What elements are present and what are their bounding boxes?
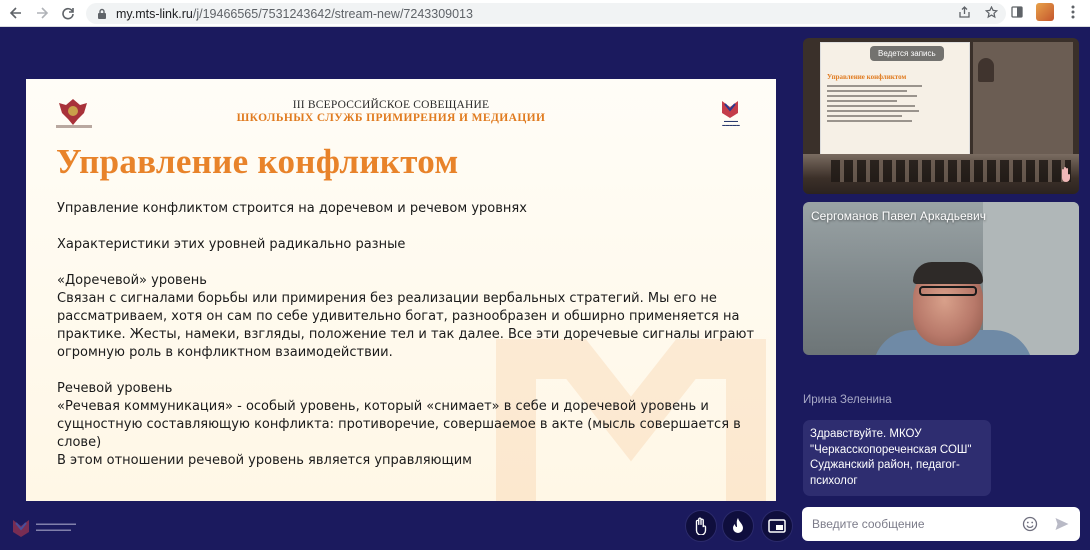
speaker-hair	[913, 262, 983, 284]
slide-paragraph: Управление конфликтом строится на доречевом и речевом уровнях	[57, 201, 527, 216]
back-icon[interactable]	[4, 1, 28, 25]
chat-message-input[interactable]	[812, 517, 1012, 531]
forward-icon[interactable]	[30, 1, 54, 25]
raised-hand-icon	[1059, 166, 1073, 182]
hall-screen-text	[827, 85, 927, 125]
event-logo-caption: ▬▬▬▬▬▬▬▬ ▬▬▬▬▬▬▬	[36, 521, 76, 533]
omnibox-actions	[958, 6, 998, 22]
star-icon[interactable]	[985, 6, 998, 22]
address-bar[interactable]	[86, 3, 1006, 24]
picture-in-picture-icon	[768, 519, 786, 533]
layout-toggle-button[interactable]	[761, 510, 793, 542]
slide-paragraph: «Доречевой» уровень	[57, 273, 207, 288]
slide-title: Управление конфликтом	[56, 142, 459, 181]
reload-icon[interactable]	[56, 1, 80, 25]
event-logo	[10, 516, 106, 538]
share-icon[interactable]	[958, 6, 971, 22]
send-icon[interactable]	[1054, 516, 1070, 532]
profile-avatar[interactable]	[1036, 3, 1054, 21]
hand-icon	[693, 517, 709, 535]
browser-extensions	[1008, 3, 1082, 21]
chat-message: Здравствуйте. МКОУ "Черкасскопореченская СОШ" Суджанский район, педагог-психолог	[803, 420, 991, 496]
recording-badge: Ведется запись	[870, 46, 944, 61]
partner-logo-caption: ▬▬▬▬ ▬▬▬▬▬	[722, 119, 740, 127]
flame-icon	[731, 517, 745, 535]
lock-icon[interactable]	[96, 8, 108, 20]
sidebar-icon[interactable]	[1008, 3, 1026, 21]
partner-logo-icon	[719, 97, 741, 119]
slide-header-line1: III ВСЕРОССИЙСКОЕ СОВЕЩАНИЕ	[292, 99, 490, 111]
hall-screen-title: Управление конфликтом	[827, 73, 907, 81]
browser-toolbar	[0, 0, 1090, 27]
reactions-button[interactable]	[722, 510, 754, 542]
url-text: my.mts-link.ru/j/19466565/7531243642/stream-new/7243309013	[116, 6, 473, 21]
slide-paragraph: «Речевая коммуникация» - особый уровень, который «снимает» в себе и доречевой уровень и сущностную составляющую конфликта: противоречие, совершаемое в акте (мысль совершается в слове)	[57, 399, 741, 450]
slide-body	[57, 200, 757, 470]
speaker-video-tile[interactable]	[803, 202, 1079, 355]
presentation-slide	[26, 79, 776, 501]
emblem-caption	[56, 125, 92, 128]
speaker-glasses	[919, 286, 977, 296]
menu-icon[interactable]	[1064, 3, 1082, 21]
hall-video-tile[interactable]	[803, 38, 1079, 194]
chat-input-box[interactable]	[802, 507, 1080, 541]
slide-paragraph: Характеристики этих уровней радикально разные	[57, 237, 406, 252]
nav-buttons	[4, 1, 80, 25]
slide-header	[26, 79, 776, 139]
audience-heads	[831, 160, 1071, 182]
slide-header-line2: ШКОЛЬНЫХ СЛУЖБ ПРИМИРЕНИЯ И МЕДИАЦИИ	[236, 112, 546, 124]
chat-author: Ирина Зеленина	[803, 394, 892, 406]
slide-paragraph: Связан с сигналами борьбы или примирения без реализации вербальных стратегий. Мы его не рассматриваем, хотя он сам по себе удивительно богат, разнообразен и обширно применяется на практике. Жесты, намеки, взгляды, положение тел и так далее. Все эти доречевые сигналы играют огромную роль в конфликтном взаимодействии.	[57, 291, 755, 360]
speaker-silhouette	[978, 58, 994, 82]
slide-paragraph: В этом отношении речевой уровень является управляющим	[57, 453, 472, 468]
slide-paragraph: Речевой уровень	[57, 381, 173, 396]
speaker-name: Сергоманов Павел Аркадьевич	[811, 209, 987, 223]
event-logo-icon	[10, 516, 32, 538]
emoji-icon[interactable]	[1022, 516, 1038, 532]
raise-hand-button[interactable]	[685, 510, 717, 542]
